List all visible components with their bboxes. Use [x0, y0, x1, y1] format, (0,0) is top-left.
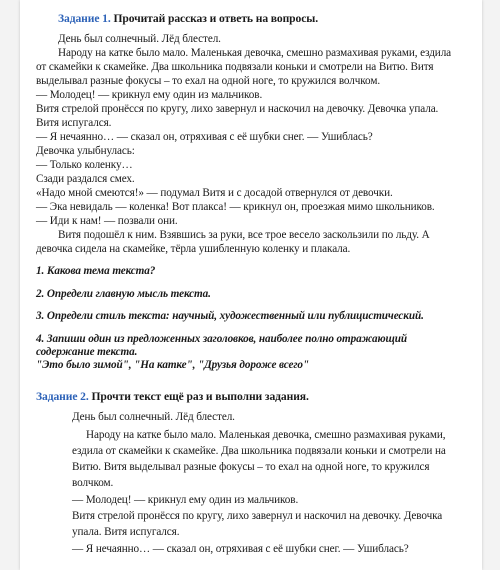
task-1-text-line: Витя стрелой пронёсся по кругу, лихо завернул и наскочил на девочку. Девочка упала.	[36, 103, 439, 115]
task-1-text-line: День был солнечный. Лёд блестел.	[58, 33, 221, 45]
task-2-text-line: Народу на катке было мало. Маленькая девочка, смешно размахивая руками,	[86, 429, 446, 441]
question-4: 4. Запиши один из предложенных заголовков, наиболее полно отражающий	[36, 333, 408, 345]
task-2-text-line: Витя стрелой пронёсся по кругу, лихо завернул и наскочил на девочку. Девочка	[72, 510, 443, 522]
task-2-text-line: День был солнечный. Лёд блестел.	[72, 411, 235, 423]
task-2-heading	[36, 391, 309, 403]
task-2-text-line: Витю. Витя выделывал разные фокусы – то ехал на одной ноге, то кружился	[72, 461, 430, 473]
task-2-text-line: волчком.	[72, 477, 114, 489]
task-1-text-line: — Я нечаянно… — сказал он, отряхивая с её шубки снег. — Ушиблась?	[36, 131, 373, 143]
task-1-heading	[58, 13, 318, 25]
task-1-text-line: от скамейки к скамейке. Два школьника подвязали коньки и смотрели на Витю. Витя	[36, 61, 434, 73]
task-1-text-line: — Только коленку…	[36, 159, 133, 171]
task-1-text-line: девочка сидела на скамейке, тёрла ушибленную коленку и плакала.	[36, 243, 351, 255]
title-options: "Этo было зимой", "На катке", "Друзья дороже всего"	[36, 359, 309, 371]
task-1-text-line: Девочка улыбнулась:	[36, 145, 135, 157]
question-1: 1. Какова тема текста?	[36, 265, 156, 277]
task-1-text-line: Народу на катке было мало. Маленькая девочка, смешно размахивая руками, ездила	[58, 47, 452, 59]
task-1-text-line: «Надо мной смеются!» — подумал Витя и с досадой отвернулся от девочки.	[36, 187, 393, 199]
task-2-text-line: упала. Витя испугался.	[72, 526, 180, 538]
task-1-label: Задание 1.	[58, 12, 111, 25]
task-2-title: Прочти текст ещё раз и выполни задания.	[91, 390, 309, 403]
task-1-title: Прочитай рассказ и ответь на вопросы.	[113, 12, 319, 25]
task-2-text-line: ездила от скамейки к скамейке. Два школьника подвязали коньки и смотрели на	[72, 445, 446, 457]
task-1-text-line: выделывал разные фокусы – то ехал на одной ноге, то кружился волчком.	[36, 75, 381, 87]
task-1-text-line: — Иди к нам! — позвали они.	[36, 215, 178, 227]
question-3: 3. Определи стиль текста: научный, художественный или публицистический.	[36, 310, 424, 322]
task-2-text-line: — Я нечаянно… — сказал он, отряхивая с её шубки снег. — Ушиблась?	[72, 543, 409, 555]
question-2: 2. Определи главную мысль текста.	[36, 288, 211, 300]
task-1-text-line: Сзади раздался смех.	[36, 173, 135, 185]
document-page	[20, 0, 482, 570]
task-1-text-line: — Молодец! — крикнул ему один из мальчиков.	[36, 89, 263, 101]
task-1-text-line: Витя подошёл к ним. Взявшись за руки, все трое весело заскользили по льду. А	[58, 229, 430, 241]
task-2-text-line: — Молодец! — крикнул ему один из мальчиков.	[72, 494, 299, 506]
question-4-continued: содержание текста.	[36, 346, 138, 358]
task-2-label: Задание 2.	[36, 390, 89, 403]
task-1-text-line: Витя испугался.	[36, 117, 112, 129]
task-1-text-line: — Эка невидаль — коленка! Вот плакса! — крикнул он, проезжая мимо школьников.	[36, 201, 435, 213]
